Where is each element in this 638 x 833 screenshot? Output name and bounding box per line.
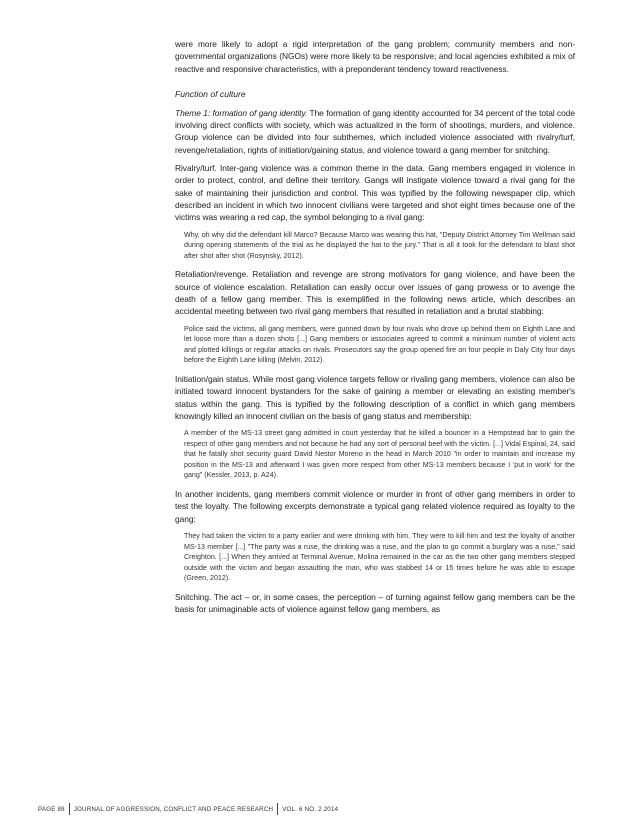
quote-rivalry: Why, oh why did the defendant kill Marco? Because Marco was wearing this hat, "Deputy District Attorney Tim Wellman said during opening statements of the trial as he displayed the hat to the jury." That is all it took for the defendant to blast shot after shot after shot (Rosynsky, 2012). [184,230,575,260]
page-footer [38,803,338,815]
loyalty-paragraph: In another incidents, gang members commit violence or murder in front of other gang members in order to test the loyalty. The following excerpts demonstrate a typical gang related violence required as loyalty to the gang: [175,489,575,524]
footer-divider [69,803,70,815]
retaliation-paragraph: Retaliation/revenge. Retaliation and revenge are strong motivators for gang violence, and have been the source of violence escalation. Retaliation can easily occur over issues of gang prowess or to avenge the death of a fellow gang member. This is exemplified in the following news article, which describes an accidental meeting between two rival gang members that resulted in retaliation and a brutal stabbing: [175,269,575,317]
theme1-label: Theme 1: formation of gang identity. [175,107,308,118]
theme1-paragraph [175,107,575,156]
quote-loyalty: They had taken the victim to a party earlier and were drinking with him. They were to kill him and test the loyalty of another MS-13 member [...] "The party was a ruse, the drinking was a ruse, and the plan to go commit a burglary was a ruse," said Creighton. [...] When they arrived at Terminal Avenue, Molina remained in the car as the two other gang members stepped outside with the victim and began assaulting the man, who was stabbed 14 or 15 times before he was able to escape (Green, 2012). [184,531,575,583]
footer-page-number: PAGE 88 [38,805,65,813]
footer-divider [277,803,278,815]
footer-journal-title: JOURNAL OF AGGRESSION, CONFLICT AND PEACE RESEARCH [73,805,274,813]
main-column [175,38,575,622]
section-heading: Function of culture [175,88,246,99]
quote-retaliation: Police said the victims, all gang members, were gunned down by four rivals who drove up behind them on Eighth Lane and let loose more than a dozen shots [...] Gang members or associates agreed to commit a minimum number of violent acts and plotted killings or regular attacks on rivals. Prosecutors say the group opened fire on four people in Daly City four days before the Eighth Lane killing (Melvin, 2012). [184,324,575,365]
theme1-text: The formation of gang identity accounted for 34 percent of the total code involving direct conflicts with society, which was actualized in the form of shootings, murders, and violence. Group violence can be divided into four subthemes, which included violence associated with rivalry/turf, revenge/retaliation, rights of initiation/gaining status, and violence toward a gang member for snitching. [175,107,576,155]
quote-initiation: A member of the MS-13 street gang admitted in court yesterday that he killed a bouncer in a Hempstead bar to gain the respect of other gang members and not because he had any sort of personal beef with the victim. [...] Vidal Espinal, 24, said that he fatally shot security guard David Nestor Moreno in the head in March 2010 "in order to maintain and increase my position in the MS-13 and afterward I was given more respect from other MS-13 members because I 'put in work' for the gang" (Kessler, 2013, p. A24). [184,429,575,480]
intro-paragraph: were more likely to adopt a rigid interpretation of the gang problem; community members and non-governmental organizations (NGOs) were more likely to be responsive; and local agencies exhibited a mix of reactive and responsive characteristics, with a preponderant tendency toward reactiveness. [175,39,575,74]
rivalry-paragraph: Rivalry/turf. Inter-gang violence was a common theme in the data. Gang members engaged in violence in order to protect, control, and define their territory. Gangs will instigate violence toward a rival gang for the sake of maintaining their jurisdiction and control. This was typified by the following newspaper clip, which described an incident in which two innocent civilians were targeted and shot eight times because one of the victims was wearing a red cap, the symbol belonging to a rival gang: [175,163,575,223]
footer-volume: VOL. 6 NO. 2 2014 [282,805,339,813]
snitching-paragraph: Snitching. The act – or, in some cases, the perception – of turning against fellow gang members can be the basis for unimaginable acts of violence against fellow gang members, as [175,591,575,615]
initiation-paragraph: Initiation/gain status. While most gang violence targets fellow or rivaling gang members, violence can also be initiated toward innocent bystanders for the sake of gaining a member or elevating an existing member's status within the gang. This is typified by the following description of a conflict in which gang members knowingly killed an innocent civilian on the basis of gang status and membership: [175,373,575,421]
